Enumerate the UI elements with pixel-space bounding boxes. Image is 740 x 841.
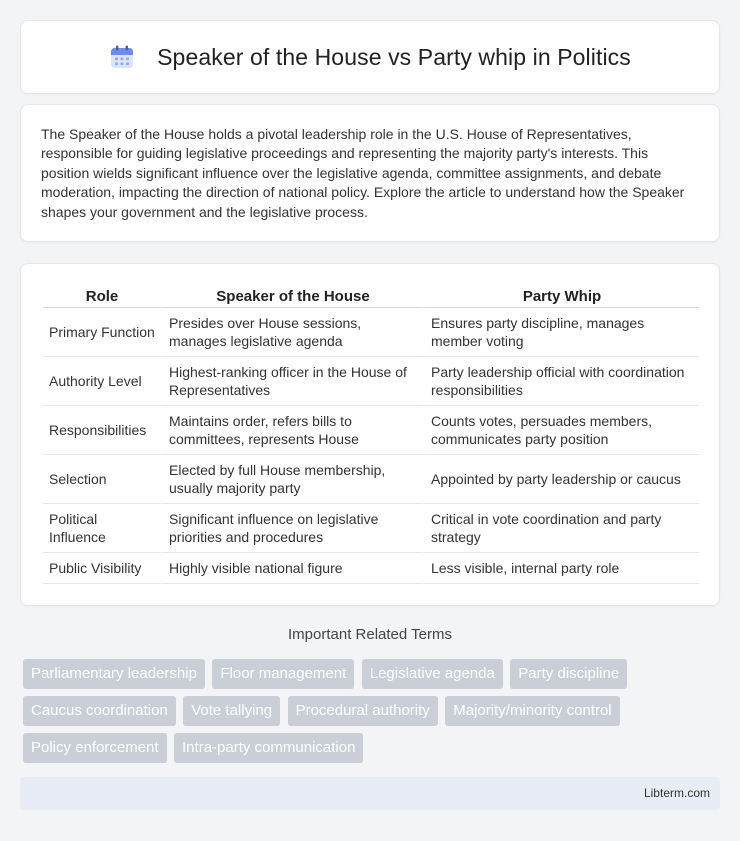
table-row — [43, 553, 699, 584]
row-role: Selection — [43, 455, 161, 504]
header-card — [20, 20, 720, 94]
row-whip-value: Party leadership official with coordination responsibilities — [423, 357, 699, 406]
footer-site-link[interactable]: Libterm.com — [643, 786, 710, 800]
row-whip-value: Appointed by party leadership or caucus — [423, 455, 699, 504]
related-terms-list — [23, 659, 723, 770]
table-row — [43, 406, 699, 455]
row-role: Political Influence — [43, 504, 161, 553]
intro-paragraph: The Speaker of the House holds a pivotal leadership role in the U.S. House of Representatives, responsible for guiding legislative proceedings and representing the majority party's interests. This position wields significant influence over the legislative agenda, committee assignments, and debate moderation, impacting the direction of national policy. Explore the article to understand how the Speaker shapes your government and the legislative process. — [41, 126, 685, 220]
related-term-tag[interactable]: Caucus coordination — [23, 696, 176, 726]
title-wrap — [109, 44, 631, 71]
related-term-tag[interactable]: Parliamentary leadership — [23, 659, 205, 689]
table-row — [43, 357, 699, 406]
related-term-tag[interactable]: Vote tallying — [183, 696, 280, 726]
intro-card — [20, 104, 720, 242]
row-whip-value: Critical in vote coordination and party strategy — [423, 504, 699, 553]
related-term-tag[interactable]: Party discipline — [510, 659, 627, 689]
related-terms-title: Important Related Terms — [288, 626, 452, 643]
row-role: Responsibilities — [43, 406, 161, 455]
table-row — [43, 504, 699, 553]
related-term-tag[interactable]: Policy enforcement — [23, 733, 167, 763]
footer — [20, 777, 720, 810]
row-speaker-value: Significant influence on legislative priorities and procedures — [161, 504, 423, 553]
related-term-tag[interactable]: Majority/minority control — [445, 696, 619, 726]
related-term-tag[interactable]: Legislative agenda — [362, 659, 503, 689]
table-row — [43, 308, 699, 357]
row-role: Authority Level — [43, 357, 161, 406]
row-speaker-value: Highest-ranking officer in the House of Representatives — [161, 357, 423, 406]
related-term-tag[interactable]: Intra-party communication — [174, 733, 363, 763]
related-term-tag[interactable]: Floor management — [212, 659, 354, 689]
table-header-row — [43, 286, 699, 308]
row-whip-value: Counts votes, persuades members, communicates party position — [423, 406, 699, 455]
row-role: Primary Function — [43, 308, 161, 357]
row-speaker-value: Highly visible national figure — [161, 553, 423, 584]
row-speaker-value: Presides over House sessions, manages legislative agenda — [161, 308, 423, 357]
comparison-table-card — [20, 263, 720, 606]
row-speaker-value: Elected by full House membership, usually majority party — [161, 455, 423, 504]
column-header-speaker: Speaker of the House — [161, 286, 423, 308]
calendar-icon — [109, 44, 135, 70]
row-role: Public Visibility — [43, 553, 161, 584]
page-title: Speaker of the House vs Party whip in Politics — [157, 43, 631, 70]
comparison-table — [43, 286, 699, 584]
table-row — [43, 455, 699, 504]
column-header-whip: Party Whip — [423, 286, 699, 308]
row-whip-value: Ensures party discipline, manages member voting — [423, 308, 699, 357]
row-speaker-value: Maintains order, refers bills to committees, represents House — [161, 406, 423, 455]
row-whip-value: Less visible, internal party role — [423, 553, 699, 584]
column-header-role: Role — [43, 286, 161, 308]
related-term-tag[interactable]: Procedural authority — [288, 696, 438, 726]
